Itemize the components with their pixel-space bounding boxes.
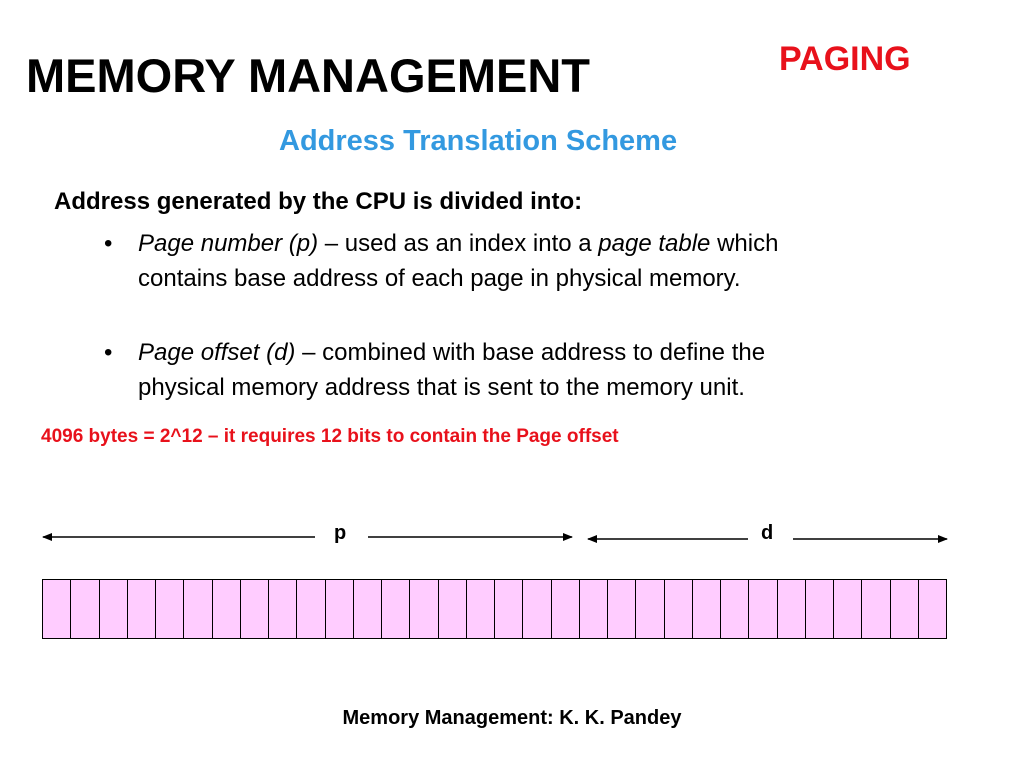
bit-cell (410, 580, 438, 638)
bit-cell (806, 580, 834, 638)
bit-cell (43, 580, 71, 638)
bit-cell (580, 580, 608, 638)
bit-cell (919, 580, 947, 638)
address-bits-row (42, 579, 947, 639)
bit-cell (636, 580, 664, 638)
bit-cell (213, 580, 241, 638)
bit-cell (608, 580, 636, 638)
bit-cell (749, 580, 777, 638)
bullet-line-2: contains base address of each page in physical memory. (138, 265, 741, 292)
bullet-dot: • (104, 230, 113, 257)
bit-cell (693, 580, 721, 638)
bit-cell (552, 580, 580, 638)
bit-cell (100, 580, 128, 638)
bit-cell (184, 580, 212, 638)
slide-title: MEMORY MANAGEMENT (26, 49, 590, 102)
term-page-table: page table (598, 230, 711, 257)
bullet-line-2: physical memory address that is sent to the memory unit. (138, 374, 745, 401)
bit-cell (241, 580, 269, 638)
bullet-text: which (710, 230, 779, 257)
slide-subtitle: Address Translation Scheme (279, 125, 678, 157)
topic-tag: PAGING (779, 40, 911, 78)
page-number-label: p (334, 522, 347, 544)
footer-text: Memory Management: K. K. Pandey (342, 707, 682, 729)
term-page-number: Page number (p) (138, 230, 319, 257)
bit-cell (297, 580, 325, 638)
intro-text: Address generated by the CPU is divided into: (54, 188, 583, 215)
bit-cell (467, 580, 495, 638)
bit-cell (834, 580, 862, 638)
bit-cell (523, 580, 551, 638)
bit-cell (862, 580, 890, 638)
bit-cell (439, 580, 467, 638)
bit-cell (269, 580, 297, 638)
bullet-dot: • (104, 339, 113, 366)
term-page-offset: Page offset (d) (138, 339, 296, 366)
bit-cell (665, 580, 693, 638)
bit-cell (156, 580, 184, 638)
bit-cell (326, 580, 354, 638)
bit-cell (128, 580, 156, 638)
bit-cell (891, 580, 919, 638)
bit-cell (354, 580, 382, 638)
bullet-text: – used as an index into a (318, 230, 599, 257)
bit-cell (721, 580, 749, 638)
slide-footer (0, 707, 1024, 730)
bit-cell (71, 580, 99, 638)
offset-label: d (761, 522, 774, 544)
bullet-text: – combined with base address to define the (295, 339, 766, 366)
offset-note: 4096 bytes = 2^12 – it requires 12 bits to contain the Page offset (41, 426, 619, 447)
bit-cell (382, 580, 410, 638)
bit-cell (495, 580, 523, 638)
bit-cell (778, 580, 806, 638)
